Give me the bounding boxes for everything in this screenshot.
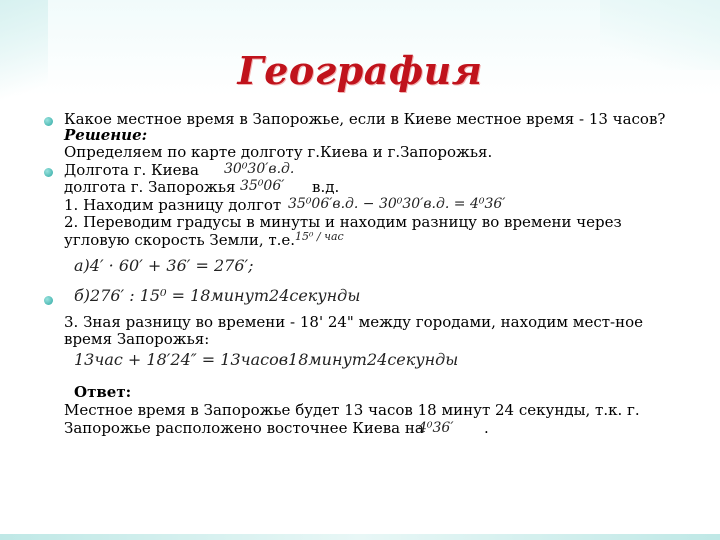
formula-a: а)4′ · 60′ + 36′ = 276′; <box>74 256 254 275</box>
kyiv-longitude-label: Долгота г. Киева <box>64 161 199 179</box>
earth-angular-speed-formula: 15⁰ / час <box>295 230 344 243</box>
question-text: Какое местное время в Запорожье, если в Киеве местное время - 13 часов? <box>64 110 666 128</box>
slide-title: География <box>237 48 483 93</box>
step-3-text-line-2: время Запорожья: <box>64 330 210 348</box>
bullet-icon <box>44 117 53 126</box>
step-2-text-line-2: угловую скорость Земли, т.е. <box>64 231 296 249</box>
answer-value-formula: 4⁰36′ <box>418 420 454 436</box>
formula-b: б)276′ : 15⁰ = 18минут24секунды <box>74 286 361 305</box>
formula-c: 13час + 18′24″ = 13часов18минут24секунды <box>74 350 459 369</box>
step-3-text-line-1: 3. Зная разницу во времени - 18' 24" между городами, находим мест-ное <box>64 313 643 331</box>
bullet-icon <box>44 296 53 305</box>
answer-text-line-1: Местное время в Запорожье будет 13 часов 18 минут 24 секунды, т.к. г. <box>64 401 640 419</box>
step-0-text: Определяем по карте долготу г.Киева и г.Запорожья. <box>64 143 493 161</box>
step-2-text-line-1: 2. Переводим градусы в минуты и находим разницу во времени через <box>64 213 622 231</box>
zaporizhzhia-longitude-label: долгота г. Запорожья <box>64 178 236 196</box>
kyiv-longitude-formula: 30⁰30′в.д. <box>224 161 295 177</box>
longitude-difference-formula: 35⁰06′в.д. − 30⁰30′в.д. = 4⁰36′ <box>288 196 506 212</box>
footer-decoration <box>0 534 720 540</box>
answer-label: Ответ: <box>74 383 132 401</box>
zaporizhzhia-longitude-formula: 35⁰06′ <box>240 178 285 194</box>
answer-end: . <box>484 419 489 437</box>
bullet-icon <box>44 168 53 177</box>
solution-label: Решение: <box>64 126 148 144</box>
answer-text-line-2: Запорожье расположено восточнее Киева на <box>64 419 424 437</box>
step-1-text: 1. Находим разницу долгот <box>64 196 282 214</box>
zaporizhzhia-longitude-suffix: в.д. <box>312 178 340 196</box>
